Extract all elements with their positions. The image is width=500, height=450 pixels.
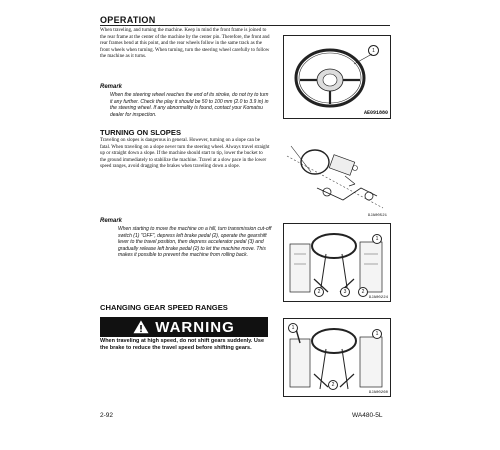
warning-triangle-icon	[133, 320, 149, 334]
slopes-paragraph: Traveling on slopes is dangerous in general. However, turning on a slope can be fatal. When traveling on a slope never turn the steering wheel. Always travel straight up or straight down a slope. If the machine should start to tip, lower the bucket to the ground immediately to stabilize the machine. Travel at a slow pace in the lower speed ranges, avoid dragging the brakes when traveling down a slope.	[100, 138, 270, 170]
figure-cab-pedals	[283, 223, 391, 302]
callout-1: 1	[288, 323, 298, 333]
remark-text: When starting to move the machine on a hill, turn transmission cut-off switch (1) "OFF", depress left brake pedal (2), operate the gearshift lever to the travel position, then depress accelerator pedal (3) and gradually release left brake pedal (2) to let the machine move. This makes it possible to prevent the machine from rolling back.	[118, 226, 272, 259]
remark-text: When the steering wheel reaches the end of its stroke, do not try to turn it any further. Check the play it should be 50 to 100 mm (2.0 to 3.9 in) in the steering wheel. If any abnormality is found, contact your Komatsu dealer for inspection.	[110, 92, 269, 118]
callout-2: 2	[328, 380, 338, 390]
callout-3: 3	[340, 287, 350, 297]
section-title: OPERATION	[100, 15, 156, 25]
callout-1b: 1	[372, 329, 382, 339]
page-number: 2-92	[100, 412, 114, 419]
figure-cab-gearshift	[283, 318, 391, 397]
figure-code: 9JA00224	[368, 296, 388, 300]
callout-1: 1	[372, 234, 382, 244]
callout-2: 2	[314, 287, 324, 297]
gears-heading: CHANGING GEAR SPEED RANGES	[100, 303, 228, 312]
slope-machine-illustration	[283, 138, 389, 220]
warning-label: WARNING	[155, 318, 235, 336]
warning-text: When traveling at high speed, do not shift gears suddenly. Use the brake to reduce the travel speed before shifting gears.	[100, 338, 265, 351]
figure-slope-machine	[283, 138, 389, 220]
figure-steering-wheel	[283, 35, 391, 119]
model-number: WA480-5L	[352, 412, 383, 419]
figure-code: 9JA00521	[367, 214, 387, 218]
figure-code: AE091880	[363, 110, 388, 116]
intro-paragraph: When traveling, and turning the machine. Keep in mind the front frame is joined to the rear frame at the center of the machine by the center pin. Therefore, the front and rear frames bend at this point, and the rear wheels follow in the same track as the front wheels when turning. When turning, turn the steering wheel carefully to follow the machine as it turns.	[100, 28, 270, 60]
warning-banner	[100, 317, 268, 337]
slopes-heading: TURNING ON SLOPES	[100, 128, 182, 137]
figure-code: 9JA00260	[368, 391, 388, 395]
remark-heading: Remark	[100, 218, 123, 224]
callout-1: 1	[368, 45, 379, 56]
callout-2b: 2	[358, 287, 368, 297]
remark-heading: Remark	[100, 84, 123, 90]
header-rule	[100, 25, 390, 26]
